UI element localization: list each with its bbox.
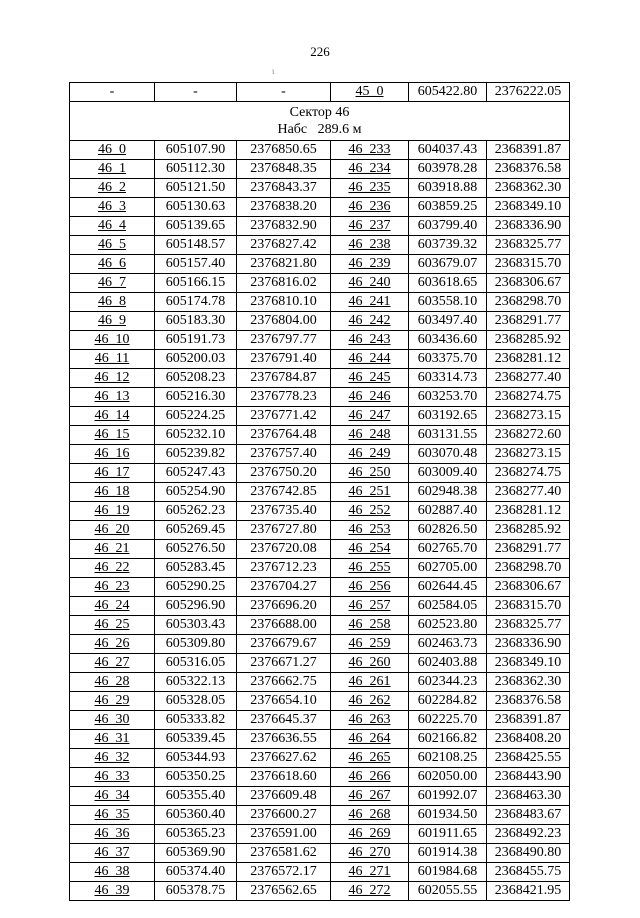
coord-x: 605422.80	[409, 83, 487, 102]
coord-x-right: 602826.50	[409, 521, 487, 540]
point-id-right: 46_236	[331, 198, 409, 217]
coord-x-right: 603918.88	[409, 179, 487, 198]
coord-y: 2376222.05	[487, 83, 570, 102]
coord-y-right: 2368291.77	[487, 312, 570, 331]
point-id-right: 46_245	[331, 369, 409, 388]
coord-y-left: 2376821.80	[237, 255, 331, 274]
coord-y-right: 2368274.75	[487, 464, 570, 483]
point-id-left: 46_34	[70, 787, 155, 806]
coord-y-right: 2368443.90	[487, 768, 570, 787]
point-id: 45_0	[331, 83, 409, 102]
table-row	[70, 445, 570, 464]
point-id-left: 46_28	[70, 673, 155, 692]
coord-y-left: 2376720.08	[237, 540, 331, 559]
point-id-left: 46_29	[70, 692, 155, 711]
coord-y-left: 2376727.80	[237, 521, 331, 540]
point-id-right: 46_252	[331, 502, 409, 521]
point-id-left: 46_17	[70, 464, 155, 483]
point-id-right: 46_239	[331, 255, 409, 274]
coord-x-right: 602523.80	[409, 616, 487, 635]
coord-y-left: 2376636.55	[237, 730, 331, 749]
height-value: 289.6 м	[317, 122, 362, 137]
point-id-right: 46_258	[331, 616, 409, 635]
coord-y-right: 2368349.10	[487, 654, 570, 673]
point-id-right: 46_257	[331, 597, 409, 616]
point-id-left: 46_4	[70, 217, 155, 236]
table-row	[70, 578, 570, 597]
height-label: Набс	[277, 122, 308, 137]
point-id-right: 46_249	[331, 445, 409, 464]
coord-y-left: 2376600.27	[237, 806, 331, 825]
point-id-right: 46_264	[331, 730, 409, 749]
coord-y-left: 2376742.85	[237, 483, 331, 502]
coord-x-left: 605247.43	[155, 464, 237, 483]
table-row	[70, 198, 570, 217]
coord-y-right: 2368285.92	[487, 521, 570, 540]
coord-x-left: 605157.40	[155, 255, 237, 274]
coord-x-right: 602284.82	[409, 692, 487, 711]
coord-x-right: 603679.07	[409, 255, 487, 274]
point-id-left: 46_38	[70, 863, 155, 882]
coord-x-right: 604037.43	[409, 141, 487, 160]
coord-x-right: 601984.68	[409, 863, 487, 882]
cell-dash: -	[155, 83, 237, 102]
point-id-left: 46_22	[70, 559, 155, 578]
coord-x-right: 603131.55	[409, 426, 487, 445]
coord-y-right: 2368483.67	[487, 806, 570, 825]
table-row	[70, 141, 570, 160]
table-row	[70, 464, 570, 483]
sector-height	[72, 121, 567, 138]
coord-x-left: 605365.23	[155, 825, 237, 844]
coord-x-right: 602166.82	[409, 730, 487, 749]
point-id-right: 46_243	[331, 331, 409, 350]
coord-x-left: 605339.45	[155, 730, 237, 749]
table-row	[70, 540, 570, 559]
point-id-right: 46_240	[331, 274, 409, 293]
coord-x-left: 605130.63	[155, 198, 237, 217]
coord-y-left: 2376850.65	[237, 141, 331, 160]
table-row	[70, 749, 570, 768]
table-row	[70, 863, 570, 882]
coord-y-right: 2368291.77	[487, 540, 570, 559]
table-row	[70, 635, 570, 654]
coord-x-right: 603739.32	[409, 236, 487, 255]
table-row	[70, 730, 570, 749]
coord-y-left: 2376627.62	[237, 749, 331, 768]
coord-y-right: 2368325.77	[487, 236, 570, 255]
coord-y-right: 2368272.60	[487, 426, 570, 445]
point-id-right: 46_271	[331, 863, 409, 882]
coord-x-left: 605303.43	[155, 616, 237, 635]
point-id-left: 46_14	[70, 407, 155, 426]
coord-x-right: 603558.10	[409, 293, 487, 312]
cell-dash: -	[237, 83, 331, 102]
coord-y-right: 2368336.90	[487, 635, 570, 654]
coord-x-left: 605262.23	[155, 502, 237, 521]
coord-x-left: 605296.90	[155, 597, 237, 616]
table-row	[70, 768, 570, 787]
coord-x-right: 602463.73	[409, 635, 487, 654]
point-id-right: 46_233	[331, 141, 409, 160]
coord-y-left: 2376750.20	[237, 464, 331, 483]
point-id-left: 46_25	[70, 616, 155, 635]
coordinates-table	[69, 82, 570, 901]
table-row	[70, 806, 570, 825]
point-id-left: 46_30	[70, 711, 155, 730]
point-id-left: 46_27	[70, 654, 155, 673]
coord-y-right: 2368463.30	[487, 787, 570, 806]
point-id-right: 46_248	[331, 426, 409, 445]
coord-y-left: 2376757.40	[237, 445, 331, 464]
coord-y-right: 2368306.67	[487, 274, 570, 293]
coord-x-right: 603978.28	[409, 160, 487, 179]
point-id-right: 46_247	[331, 407, 409, 426]
coord-x-left: 605369.90	[155, 844, 237, 863]
coord-x-right: 602887.40	[409, 502, 487, 521]
coord-x-left: 605269.45	[155, 521, 237, 540]
point-id-right: 46_254	[331, 540, 409, 559]
scan-mark: ι	[272, 66, 275, 76]
coord-x-left: 605374.40	[155, 863, 237, 882]
table-row	[70, 426, 570, 445]
point-id-left: 46_35	[70, 806, 155, 825]
coord-x-left: 605333.82	[155, 711, 237, 730]
coord-y-left: 2376816.02	[237, 274, 331, 293]
coord-x-left: 605200.03	[155, 350, 237, 369]
coord-x-left: 605344.93	[155, 749, 237, 768]
coord-x-right: 602225.70	[409, 711, 487, 730]
table-row	[70, 616, 570, 635]
table-row	[70, 331, 570, 350]
point-id-right: 46_261	[331, 673, 409, 692]
coord-x-right: 603375.70	[409, 350, 487, 369]
point-id-right: 46_272	[331, 882, 409, 901]
coord-x-left: 605112.30	[155, 160, 237, 179]
point-id-right: 46_269	[331, 825, 409, 844]
point-id-right: 46_262	[331, 692, 409, 711]
coord-y-right: 2368391.87	[487, 711, 570, 730]
point-id-left: 46_31	[70, 730, 155, 749]
coord-x-left: 605148.57	[155, 236, 237, 255]
table-row	[70, 350, 570, 369]
coord-y-left: 2376591.00	[237, 825, 331, 844]
coord-x-left: 605350.25	[155, 768, 237, 787]
coord-x-left: 605239.82	[155, 445, 237, 464]
table-row	[70, 825, 570, 844]
coord-y-left: 2376771.42	[237, 407, 331, 426]
coord-x-left: 605191.73	[155, 331, 237, 350]
coord-x-right: 603192.65	[409, 407, 487, 426]
coord-x-right: 603859.25	[409, 198, 487, 217]
coord-x-left: 605309.80	[155, 635, 237, 654]
point-id-left: 46_19	[70, 502, 155, 521]
table-row	[70, 312, 570, 331]
coord-y-left: 2376645.37	[237, 711, 331, 730]
point-id-right: 46_241	[331, 293, 409, 312]
table-row	[70, 844, 570, 863]
coord-x-left: 605290.25	[155, 578, 237, 597]
table-row	[70, 711, 570, 730]
point-id-left: 46_18	[70, 483, 155, 502]
coord-x-left: 605283.45	[155, 559, 237, 578]
coord-x-right: 602584.05	[409, 597, 487, 616]
coord-y-left: 2376618.60	[237, 768, 331, 787]
coord-y-right: 2368492.23	[487, 825, 570, 844]
coord-y-left: 2376581.62	[237, 844, 331, 863]
point-id-right: 46_266	[331, 768, 409, 787]
coord-x-left: 605322.13	[155, 673, 237, 692]
coord-x-right: 602705.00	[409, 559, 487, 578]
point-id-right: 46_267	[331, 787, 409, 806]
point-id-right: 46_238	[331, 236, 409, 255]
point-id-left: 46_20	[70, 521, 155, 540]
coord-y-right: 2368273.15	[487, 407, 570, 426]
coord-y-right: 2368362.30	[487, 673, 570, 692]
coord-y-left: 2376784.87	[237, 369, 331, 388]
coord-x-left: 605328.05	[155, 692, 237, 711]
table-row	[70, 673, 570, 692]
point-id-right: 46_235	[331, 179, 409, 198]
coord-y-left: 2376662.75	[237, 673, 331, 692]
coord-y-left: 2376797.77	[237, 331, 331, 350]
coord-x-left: 605208.23	[155, 369, 237, 388]
coordinates-table-body	[70, 83, 570, 901]
point-id-left: 46_26	[70, 635, 155, 654]
point-id-left: 46_2	[70, 179, 155, 198]
table-row	[70, 293, 570, 312]
sector-header-row	[70, 102, 570, 141]
coord-x-right: 602055.55	[409, 882, 487, 901]
table-row	[70, 369, 570, 388]
coord-x-left: 605121.50	[155, 179, 237, 198]
table-row	[70, 407, 570, 426]
coord-x-right: 602050.00	[409, 768, 487, 787]
coord-y-right: 2368285.92	[487, 331, 570, 350]
point-id-left: 46_6	[70, 255, 155, 274]
coord-y-right: 2368408.20	[487, 730, 570, 749]
coord-y-left: 2376704.27	[237, 578, 331, 597]
coord-y-left: 2376764.48	[237, 426, 331, 445]
coord-y-right: 2368336.90	[487, 217, 570, 236]
coord-y-left: 2376843.37	[237, 179, 331, 198]
coord-x-right: 602765.70	[409, 540, 487, 559]
coord-x-left: 605166.15	[155, 274, 237, 293]
point-id-left: 46_1	[70, 160, 155, 179]
coord-x-left: 605174.78	[155, 293, 237, 312]
sector-header	[70, 102, 570, 141]
coord-x-left: 605107.90	[155, 141, 237, 160]
coord-y-right: 2368391.87	[487, 141, 570, 160]
coord-y-right: 2368421.95	[487, 882, 570, 901]
table-row	[70, 521, 570, 540]
coord-y-right: 2368277.40	[487, 483, 570, 502]
point-id-right: 46_265	[331, 749, 409, 768]
point-id-left: 46_16	[70, 445, 155, 464]
coord-y-left: 2376778.23	[237, 388, 331, 407]
coord-y-left: 2376572.17	[237, 863, 331, 882]
coord-y-right: 2368325.77	[487, 616, 570, 635]
coord-y-right: 2368376.58	[487, 160, 570, 179]
coord-y-right: 2368349.10	[487, 198, 570, 217]
point-id-left: 46_12	[70, 369, 155, 388]
point-id-left: 46_7	[70, 274, 155, 293]
coord-y-right: 2368455.75	[487, 863, 570, 882]
coord-x-right: 602403.88	[409, 654, 487, 673]
coord-y-left: 2376735.40	[237, 502, 331, 521]
coord-y-left: 2376696.20	[237, 597, 331, 616]
coord-x-right: 603497.40	[409, 312, 487, 331]
coord-y-right: 2368315.70	[487, 255, 570, 274]
table-row-top	[70, 83, 570, 102]
coord-y-right: 2368274.75	[487, 388, 570, 407]
coord-y-left: 2376562.65	[237, 882, 331, 901]
point-id-left: 46_24	[70, 597, 155, 616]
coord-y-right: 2368490.80	[487, 844, 570, 863]
coord-x-left: 605276.50	[155, 540, 237, 559]
point-id-left: 46_33	[70, 768, 155, 787]
point-id-right: 46_237	[331, 217, 409, 236]
coord-x-left: 605224.25	[155, 407, 237, 426]
coord-x-right: 603009.40	[409, 464, 487, 483]
point-id-left: 46_0	[70, 141, 155, 160]
point-id-left: 46_32	[70, 749, 155, 768]
point-id-left: 46_5	[70, 236, 155, 255]
coord-y-right: 2368277.40	[487, 369, 570, 388]
table-row	[70, 179, 570, 198]
coord-y-left: 2376827.42	[237, 236, 331, 255]
coord-y-left: 2376838.20	[237, 198, 331, 217]
point-id-right: 46_234	[331, 160, 409, 179]
point-id-right: 46_256	[331, 578, 409, 597]
sector-title: Сектор 46	[289, 105, 350, 120]
point-id-left: 46_9	[70, 312, 155, 331]
coord-x-right: 601992.07	[409, 787, 487, 806]
coord-y-right: 2368273.15	[487, 445, 570, 464]
coord-y-left: 2376609.48	[237, 787, 331, 806]
coord-y-left: 2376804.00	[237, 312, 331, 331]
coord-y-left: 2376832.90	[237, 217, 331, 236]
coord-x-right: 601934.50	[409, 806, 487, 825]
coord-y-left: 2376654.10	[237, 692, 331, 711]
point-id-right: 46_244	[331, 350, 409, 369]
table-row	[70, 274, 570, 293]
coord-x-right: 603799.40	[409, 217, 487, 236]
point-id-right: 46_250	[331, 464, 409, 483]
coord-y-right: 2368298.70	[487, 559, 570, 578]
coord-y-right: 2368315.70	[487, 597, 570, 616]
table-row	[70, 597, 570, 616]
coord-x-left: 605360.40	[155, 806, 237, 825]
point-id-left: 46_36	[70, 825, 155, 844]
coord-y-left: 2376810.10	[237, 293, 331, 312]
table-row	[70, 255, 570, 274]
coord-y-left: 2376791.40	[237, 350, 331, 369]
page-number: 226	[310, 44, 330, 59]
coord-y-left: 2376671.27	[237, 654, 331, 673]
point-id-left: 46_23	[70, 578, 155, 597]
point-id-right: 46_246	[331, 388, 409, 407]
table-row	[70, 483, 570, 502]
table-row	[70, 217, 570, 236]
point-id-right: 46_259	[331, 635, 409, 654]
coord-x-right: 603314.73	[409, 369, 487, 388]
table-row	[70, 882, 570, 901]
coord-y-right: 2368376.58	[487, 692, 570, 711]
coord-y-left: 2376679.67	[237, 635, 331, 654]
point-id-right: 46_260	[331, 654, 409, 673]
coord-x-left: 605254.90	[155, 483, 237, 502]
table-row	[70, 502, 570, 521]
coord-x-left: 605316.05	[155, 654, 237, 673]
coord-x-right: 603618.65	[409, 274, 487, 293]
coord-x-right: 603436.60	[409, 331, 487, 350]
coord-x-right: 602344.23	[409, 673, 487, 692]
point-id-left: 46_8	[70, 293, 155, 312]
table-row	[70, 160, 570, 179]
coord-y-right: 2368298.70	[487, 293, 570, 312]
table-row	[70, 236, 570, 255]
point-id-right: 46_270	[331, 844, 409, 863]
coord-x-left: 605355.40	[155, 787, 237, 806]
coord-x-left: 605139.65	[155, 217, 237, 236]
coord-x-left: 605378.75	[155, 882, 237, 901]
table-row	[70, 654, 570, 673]
point-id-right: 46_255	[331, 559, 409, 578]
coord-x-left: 605232.10	[155, 426, 237, 445]
point-id-left: 46_10	[70, 331, 155, 350]
coord-x-right: 602644.45	[409, 578, 487, 597]
point-id-right: 46_242	[331, 312, 409, 331]
table-row	[70, 559, 570, 578]
point-id-left: 46_3	[70, 198, 155, 217]
coord-x-right: 602108.25	[409, 749, 487, 768]
point-id-left: 46_13	[70, 388, 155, 407]
coord-y-right: 2368425.55	[487, 749, 570, 768]
cell-dash: -	[70, 83, 155, 102]
point-id-left: 46_39	[70, 882, 155, 901]
coord-y-right: 2368281.12	[487, 350, 570, 369]
point-id-left: 46_15	[70, 426, 155, 445]
coord-x-right: 602948.38	[409, 483, 487, 502]
point-id-right: 46_268	[331, 806, 409, 825]
coord-x-right: 601911.65	[409, 825, 487, 844]
table-row	[70, 388, 570, 407]
coord-x-right: 603253.70	[409, 388, 487, 407]
coord-y-left: 2376848.35	[237, 160, 331, 179]
point-id-right: 46_251	[331, 483, 409, 502]
coord-y-left: 2376712.23	[237, 559, 331, 578]
coord-y-left: 2376688.00	[237, 616, 331, 635]
point-id-right: 46_263	[331, 711, 409, 730]
coord-x-right: 601914.38	[409, 844, 487, 863]
coord-x-left: 605216.30	[155, 388, 237, 407]
point-id-left: 46_21	[70, 540, 155, 559]
point-id-right: 46_253	[331, 521, 409, 540]
point-id-left: 46_37	[70, 844, 155, 863]
coord-y-right: 2368306.67	[487, 578, 570, 597]
point-id-left: 46_11	[70, 350, 155, 369]
coord-x-left: 605183.30	[155, 312, 237, 331]
coord-x-right: 603070.48	[409, 445, 487, 464]
coord-y-right: 2368281.12	[487, 502, 570, 521]
table-row	[70, 692, 570, 711]
coord-y-right: 2368362.30	[487, 179, 570, 198]
table-row	[70, 787, 570, 806]
